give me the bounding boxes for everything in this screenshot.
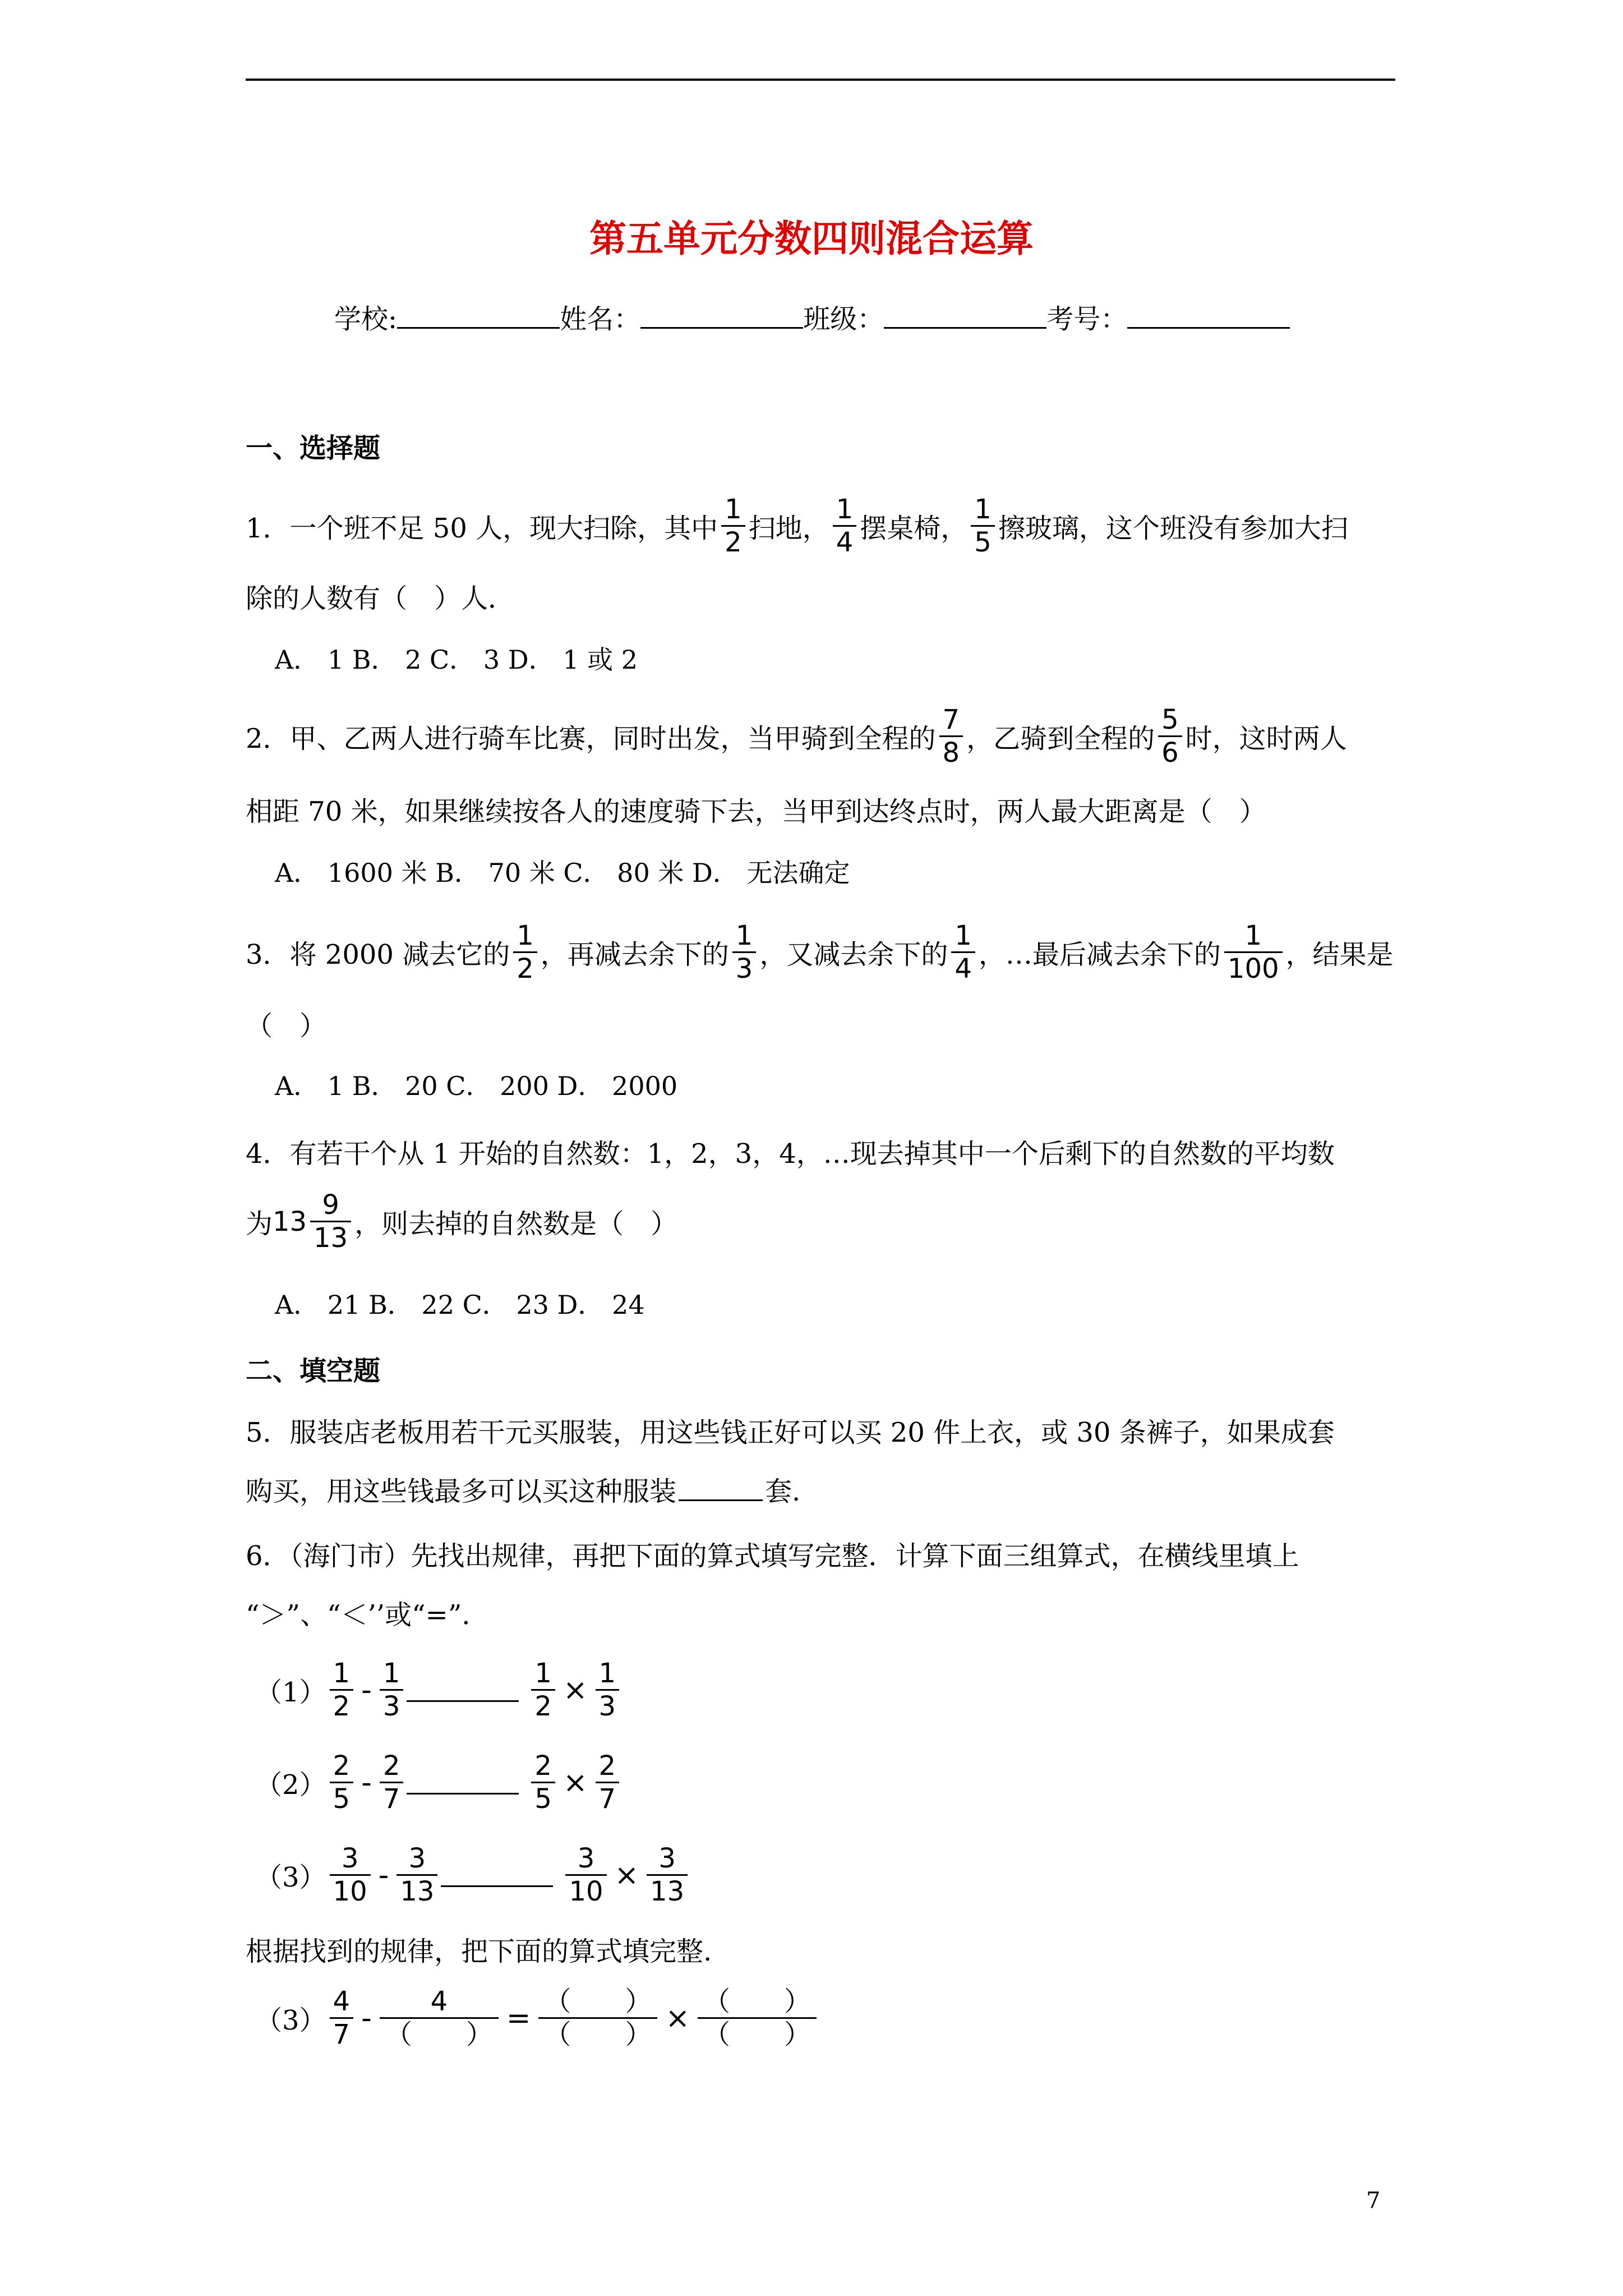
q6-r1-frac-b: $\frac{1}{3}$ <box>380 1658 404 1722</box>
q6-row-3-label: （3） <box>255 1862 326 1893</box>
q1-line1 <box>246 494 1348 558</box>
q6-r2-answer-blank[interactable] <box>407 1770 519 1795</box>
school-label: 学校: <box>334 303 398 335</box>
q3-text-d: ，…最后减去余下的 <box>978 939 1221 970</box>
q6-row-2-label: （2） <box>255 1769 326 1801</box>
q4-text-a: 为 <box>246 1208 273 1240</box>
q3-fraction-3: $\frac{1}{4}$ <box>951 920 975 984</box>
q3-text-e: ，结果是 <box>1285 939 1394 970</box>
q1-options: A． 1 B． 2 C． 3 D． 1 或 2 <box>275 645 638 675</box>
page-title: 第五单元分数四则混合运算 <box>589 217 1034 260</box>
q2-fraction-2: $\frac{5}{6}$ <box>1158 704 1182 769</box>
minus-sign: - <box>378 1858 389 1892</box>
q6-r3-frac-b: $\frac{3}{13}$ <box>396 1843 437 1907</box>
q3-text-a: 3．将 2000 减去它的 <box>246 939 510 970</box>
number-label: 考号： <box>1046 303 1128 335</box>
student-info-line <box>334 297 1290 336</box>
page-number: 7 <box>1366 2188 1381 2214</box>
q3-text-c: ，又减去余下的 <box>759 939 948 970</box>
q6-line2: “＞”、“＜’’或“=”． <box>246 1599 489 1631</box>
q3-line1 <box>246 920 1394 984</box>
q3-line2: （ ） <box>246 1010 327 1042</box>
times-sign: × <box>562 1673 588 1707</box>
times-sign: × <box>665 2001 690 2035</box>
q2-text-b: ，乙骑到全程的 <box>966 723 1155 754</box>
q6-line1: 6．（海门市）先找出规律，再把下面的算式填写完整．计算下面三组算式，在横线里填上 <box>246 1540 1299 1572</box>
class-label: 班级： <box>803 303 884 335</box>
q6-r2-frac-a: $\frac{2}{5}$ <box>330 1750 354 1815</box>
q1-text-c: 摆桌椅， <box>860 513 968 544</box>
q3-fraction-2: $\frac{1}{3}$ <box>732 920 757 984</box>
q1-text-d: 擦玻璃，这个班没有参加大扫 <box>998 513 1348 544</box>
q6-r1-frac-e: $\frac{1}{3}$ <box>596 1658 620 1722</box>
q1-text-b: 扫地， <box>748 513 829 544</box>
q5-text-b: 套. <box>765 1476 801 1507</box>
q5-line1: 5．服装店老板用若干元买服装，用这些钱正好可以买 20 件上衣，或 30 条裤子，如果成套 <box>246 1417 1335 1448</box>
q6-r3-frac-c: $\frac{3}{10}$ <box>565 1843 606 1907</box>
q6-r1-frac-a: $\frac{1}{2}$ <box>330 1658 354 1722</box>
q5-answer-blank[interactable] <box>679 1477 763 1501</box>
q6-row-4 <box>255 1986 820 2050</box>
q2-line1 <box>246 704 1347 769</box>
q6-row-3 <box>255 1843 691 1907</box>
q6-r1-frac-c: $\frac{1}{2}$ <box>531 1658 555 1722</box>
q6-r2-frac-e: $\frac{2}{7}$ <box>596 1750 620 1815</box>
q4-fraction-1: $\frac{9}{13}$ <box>310 1189 351 1254</box>
q3-options: A． 1 B． 20 C． 200 D． 2000 <box>275 1071 678 1101</box>
times-sign: × <box>614 1858 639 1892</box>
q2-text-a: 2．甲、乙两人进行骑车比赛，同时出发，当甲骑到全程的 <box>246 723 936 754</box>
q1-text-a: 1．一个班不足 50 人，现大扫除，其中 <box>246 513 718 544</box>
q5-text-a: 购买，用这些钱最多可以买这种服装 <box>246 1476 677 1507</box>
name-label: 姓名： <box>560 303 641 335</box>
minus-sign: - <box>361 1765 372 1800</box>
equals-sign: = <box>506 2001 531 2035</box>
q4-mixed-whole: 13 <box>273 1205 307 1237</box>
q3-text-b: ，再减去余下的 <box>540 939 729 970</box>
q2-text-c: 时，这时两人 <box>1185 723 1347 754</box>
q6-r2-frac-c: $\frac{2}{5}$ <box>531 1750 555 1815</box>
q4-line1: 4．有若干个从 1 开始的自然数：1，2，3，4，…现去掉其中一个后剩下的自然数的平均数 <box>246 1138 1335 1170</box>
q4-line2 <box>246 1189 677 1254</box>
q6-row-1-label: （1） <box>255 1677 326 1708</box>
q6-r1-answer-blank[interactable] <box>407 1678 519 1702</box>
times-sign: × <box>562 1765 588 1800</box>
q6-r4-frac-e[interactable]: $\frac{( )}{( )}$ <box>698 1986 817 2050</box>
minus-sign: - <box>361 1673 372 1707</box>
section-fill-heading: 二、填空题 <box>246 1355 381 1387</box>
q4-text-b: ，则去掉的自然数是（ ） <box>354 1208 678 1240</box>
q6-row-4-label: （3） <box>255 2005 326 2036</box>
q3-fraction-1: $\frac{1}{2}$ <box>513 920 537 984</box>
name-blank[interactable] <box>640 305 803 329</box>
q1-fraction-1: $\frac{1}{2}$ <box>721 494 745 558</box>
q6-rule-text: 根据找到的规律，把下面的算式填完整. <box>246 1936 712 1967</box>
q6-r4-frac-b[interactable]: $\frac{4}{( )}$ <box>380 1986 499 2050</box>
header-rule <box>246 79 1395 81</box>
q6-r4-frac-c[interactable]: $\frac{( )}{( )}$ <box>538 1986 657 2050</box>
q6-r4-frac-a: $\frac{4}{7}$ <box>330 1986 354 2050</box>
q2-fraction-1: $\frac{7}{8}$ <box>939 704 963 769</box>
q6-r3-frac-a: $\frac{3}{10}$ <box>330 1843 371 1907</box>
minus-sign: - <box>361 2001 372 2035</box>
q1-fraction-2: $\frac{1}{4}$ <box>833 494 857 558</box>
q5-line2 <box>246 1470 800 1508</box>
q6-r3-frac-e: $\frac{3}{13}$ <box>647 1843 688 1907</box>
school-blank[interactable] <box>397 305 560 329</box>
q6-row-2 <box>255 1750 623 1815</box>
class-blank[interactable] <box>884 305 1046 329</box>
q3-fraction-4: $\frac{1}{100}$ <box>1224 920 1283 984</box>
q4-options: A． 21 B． 22 C． 23 D． 24 <box>275 1290 645 1320</box>
q1-fraction-3: $\frac{1}{5}$ <box>971 494 995 558</box>
q6-r3-answer-blank[interactable] <box>441 1863 553 1887</box>
number-blank[interactable] <box>1127 305 1290 329</box>
q6-r2-frac-b: $\frac{2}{7}$ <box>380 1750 404 1815</box>
section-choice-heading: 一、选择题 <box>246 432 381 464</box>
q6-row-1 <box>255 1658 623 1722</box>
q1-line2: 除的人数有（ ）人． <box>246 583 515 614</box>
q2-line2: 相距 70 米，如果继续按各人的速度骑下去，当甲到达终点时，两人最大距离是（ ） <box>246 796 1266 827</box>
q2-options: A． 1600 米 B． 70 米 C． 80 米 D． 无法确定 <box>275 858 850 888</box>
